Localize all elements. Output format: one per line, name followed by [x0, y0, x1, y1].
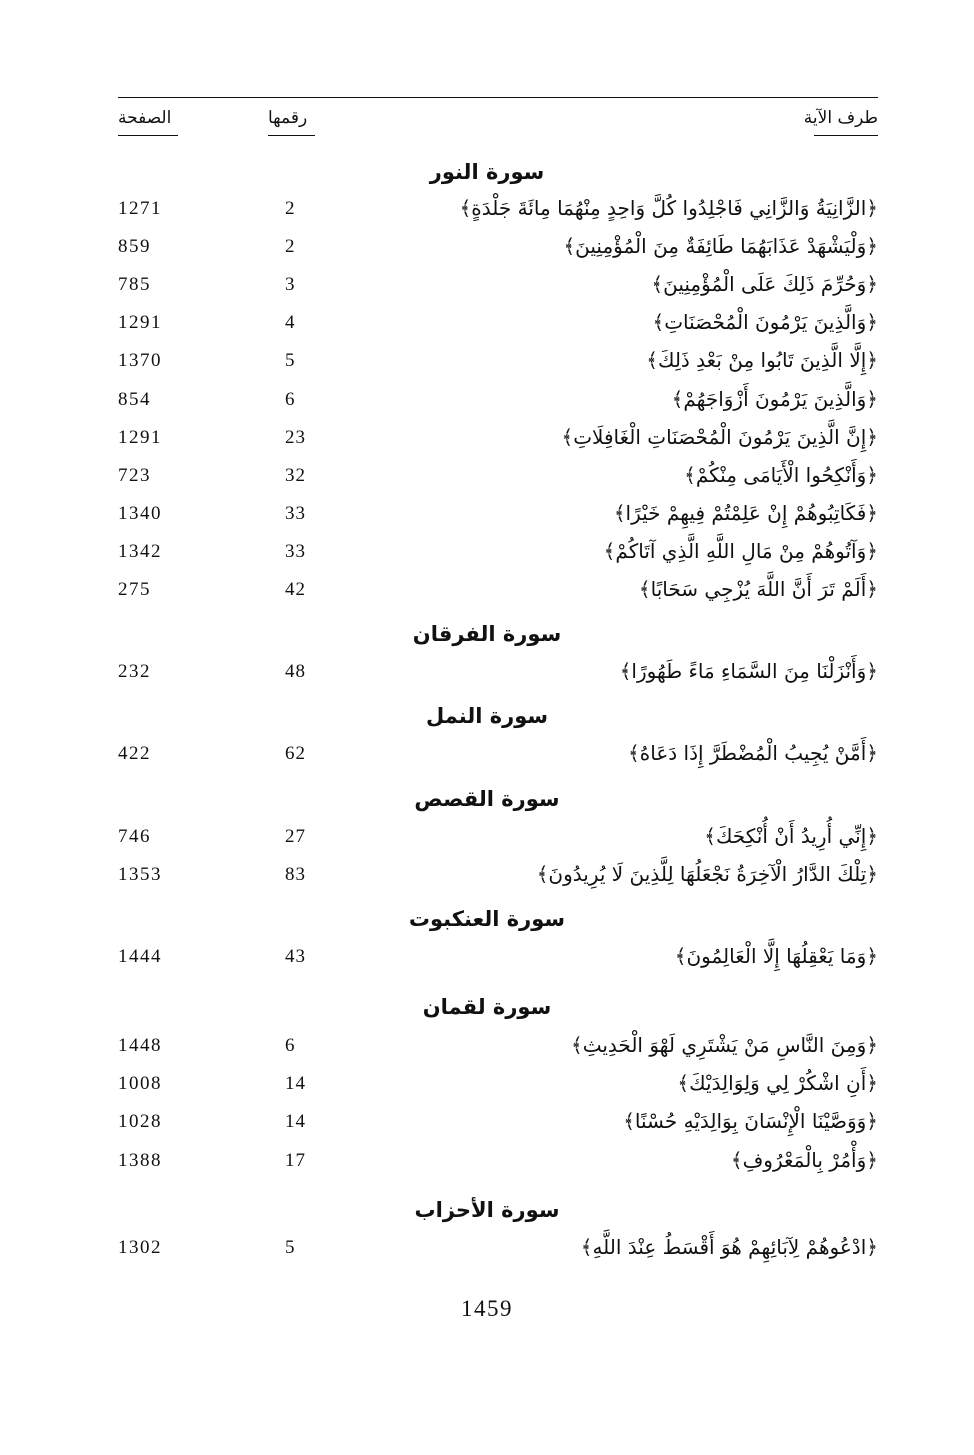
header-number-label: رقمها: [268, 108, 308, 128]
page-ref: 422: [118, 743, 151, 764]
table-row: [0, 387, 974, 417]
top-rule: [118, 97, 878, 98]
verse-number: 5: [285, 350, 296, 371]
verse-text: ﴿وَأْمُرْ بِالْمَعْرُوفِ﴾: [730, 1148, 878, 1172]
verse-text: ﴿الزَّانِيَةُ وَالزَّانِي فَاجْلِدُوا كُلَّ وَاحِدٍ مِنْهُمَا مِائَةَ جَلْدَةٍ﴾: [459, 196, 878, 220]
verse-text: ﴿فَكَاتِبُوهُمْ إِنْ عَلِمْتُمْ فِيهِمْ خَيْرًا﴾: [613, 501, 878, 525]
page-ref: 785: [118, 274, 151, 295]
verse-number: 23: [285, 427, 306, 448]
verse-number: 14: [285, 1073, 306, 1094]
verse-number: 6: [285, 389, 296, 410]
table-row: [0, 234, 974, 264]
table-row: [0, 1235, 974, 1265]
table-row: [0, 1071, 974, 1101]
page-ref: 1448: [118, 1035, 162, 1056]
verse-text: ﴿إِنِّي أُرِيدُ أَنْ أُنْكِحَكَ﴾: [704, 824, 878, 848]
table-row: [0, 463, 974, 493]
header-verse-label: طرف الآية: [803, 108, 878, 128]
verse-text: ﴿وَآتُوهُمْ مِنْ مَالِ اللَّهِ الَّذِي آتَاكُمْ﴾: [603, 539, 878, 563]
table-row: [0, 944, 974, 974]
page-ref: 1302: [118, 1237, 162, 1258]
verse-text: ﴿تِلْكَ الدَّارُ الْآخِرَةُ نَجْعَلُهَا لِلَّذِينَ لَا يُرِيدُونَ﴾: [536, 862, 878, 886]
surah-heading: سورة الفرقان: [412, 622, 562, 646]
page-ref: 275: [118, 579, 151, 600]
table-row: [0, 577, 974, 607]
header-verse-underline: [814, 135, 878, 136]
verse-text: ﴿أَلَمْ تَرَ أَنَّ اللَّهَ يُزْجِي سَحَابًا﴾: [638, 577, 878, 601]
verse-text: ﴿ادْعُوهُمْ لِآبَائِهِمْ هُوَ أَقْسَطُ عِنْدَ اللَّهِ﴾: [580, 1235, 878, 1259]
page-ref: 232: [118, 661, 151, 682]
verse-number: 6: [285, 1035, 296, 1056]
verse-text: ﴿أَمَّنْ يُجِيبُ الْمُضْطَرَّ إِذَا دَعَاهُ﴾: [628, 741, 878, 765]
verse-number: 27: [285, 826, 306, 847]
surah-heading: سورة القصص: [414, 787, 560, 811]
verse-text: ﴿وَالَّذِينَ يَرْمُونَ الْمُحْصَنَاتِ﴾: [652, 310, 878, 334]
verse-number: 17: [285, 1150, 306, 1171]
table-row: [0, 862, 974, 892]
table-row: [0, 501, 974, 531]
page-ref: 1291: [118, 312, 162, 333]
table-row: [0, 1033, 974, 1063]
table-row: [0, 1148, 974, 1178]
surah-heading: سورة العنكبوت: [408, 907, 566, 931]
table-row: [0, 659, 974, 689]
verse-number: 5: [285, 1237, 296, 1258]
header-page-label: الصفحة: [118, 108, 172, 128]
table-row: [0, 310, 974, 340]
verse-number: 33: [285, 541, 306, 562]
verse-text: ﴿وَمِنَ النَّاسِ مَنْ يَشْتَرِي لَهْوَ الْحَدِيثِ﴾: [571, 1033, 878, 1057]
verse-number: 43: [285, 946, 306, 967]
table-row: [0, 348, 974, 378]
page-ref: 1291: [118, 427, 162, 448]
table-row: [0, 539, 974, 569]
surah-heading: سورة النمل: [425, 704, 549, 728]
verse-number: 2: [285, 236, 296, 257]
verse-number: 83: [285, 864, 306, 885]
verse-text: ﴿إِنَّ الَّذِينَ يَرْمُونَ الْمُحْصَنَاتِ الْغَافِلَاتِ﴾: [561, 425, 878, 449]
header-page-underline: [118, 135, 178, 136]
verse-text: ﴿وَمَا يَعْقِلُهَا إِلَّا الْعَالِمُونَ﴾: [674, 944, 878, 968]
table-row: [0, 741, 974, 771]
page-ref: 854: [118, 389, 151, 410]
verse-text: ﴿وَلْيَشْهَدْ عَذَابَهُمَا طَائِفَةٌ مِنَ الْمُؤْمِنِينَ﴾: [563, 234, 878, 258]
verse-number: 62: [285, 743, 306, 764]
table-row: [0, 196, 974, 226]
page-ref: 1008: [118, 1073, 162, 1094]
page-ref: 1342: [118, 541, 162, 562]
table-row: [0, 272, 974, 302]
surah-heading: سورة الأحزاب: [414, 1198, 560, 1222]
verse-number: 4: [285, 312, 296, 333]
verse-number: 33: [285, 503, 306, 524]
table-row: [0, 824, 974, 854]
page-ref: 1370: [118, 350, 162, 371]
verse-text: ﴿وَوَصَّيْنَا الْإِنْسَانَ بِوَالِدَيْهِ حُسْنًا﴾: [623, 1109, 878, 1133]
verse-text: ﴿أَنِ اشْكُرْ لِي وَلِوَالِدَيْكَ﴾: [677, 1071, 878, 1095]
page-ref: 1444: [118, 946, 162, 967]
page-number: 1459: [461, 1296, 513, 1321]
surah-heading: سورة النور: [429, 160, 545, 184]
verse-number: 32: [285, 465, 306, 486]
page-ref: 1353: [118, 864, 162, 885]
surah-heading: سورة لقمان: [422, 995, 552, 1019]
verse-number: 14: [285, 1111, 306, 1132]
verse-text: ﴿وَالَّذِينَ يَرْمُونَ أَزْوَاجَهُمْ﴾: [671, 387, 878, 411]
page-ref: 1340: [118, 503, 162, 524]
page-ref: 1028: [118, 1111, 162, 1132]
verse-number: 3: [285, 274, 296, 295]
table-row: [0, 1109, 974, 1139]
verse-text: ﴿وَأَنْزَلْنَا مِنَ السَّمَاءِ مَاءً طَهُورًا﴾: [619, 659, 878, 683]
page-ref: 1388: [118, 1150, 162, 1171]
verse-text: ﴿إِلَّا الَّذِينَ تَابُوا مِنْ بَعْدِ ذَلِكَ﴾: [646, 348, 878, 372]
header-number-underline: [268, 135, 315, 136]
verse-number: 42: [285, 579, 306, 600]
table-row: [0, 425, 974, 455]
page-ref: 859: [118, 236, 151, 257]
verse-number: 48: [285, 661, 306, 682]
verse-text: ﴿وَأَنْكِحُوا الْأَيَامَى مِنْكُمْ﴾: [684, 463, 878, 487]
page-ref: 723: [118, 465, 151, 486]
page-ref: 1271: [118, 198, 162, 219]
verse-text: ﴿وَحُرِّمَ ذَلِكَ عَلَى الْمُؤْمِنِينَ﴾: [651, 272, 878, 296]
verse-number: 2: [285, 198, 296, 219]
page-ref: 746: [118, 826, 151, 847]
